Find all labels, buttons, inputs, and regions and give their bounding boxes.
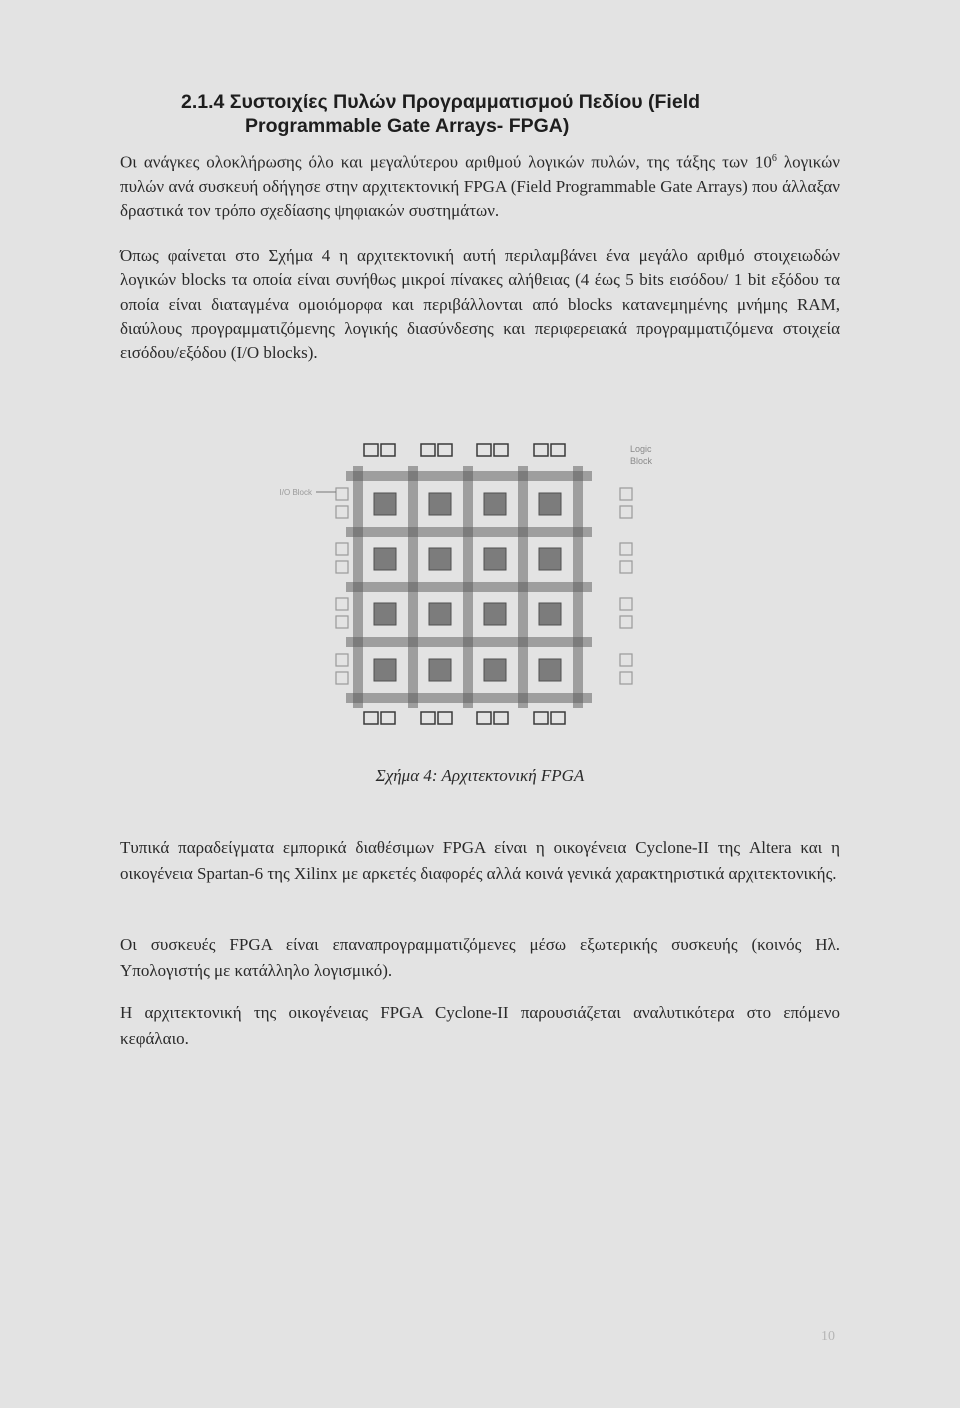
paragraph-intro-end: λογικών πυλών ανά συσκευή οδήγησε στην αρχιτεκτονική FPGA (Field Programmable Gate Arrays) που άλλαξαν δραστικά τον τρόπο σχεδίασης ψηφιακών συστημάτων. [120,152,840,221]
io-block [620,654,632,666]
io-block [620,543,632,555]
logic-block [484,548,506,570]
logic-block [374,548,396,570]
paragraph-examples: Τυπικά παραδείγματα εμπορικά διαθέσιμων FPGA είναι η οικογένεια Cyclone-II της Altera και η οικογένεια Spartan-6 της Xilinx με αρκετές διαφορές αλλά κοινά γενικά χαρακτηριστικά αρχιτεκτονικής. [120,838,840,883]
io-block [534,712,548,724]
paragraph-intro-start: Οι ανάγκες ολοκλήρωσης όλο και μεγαλύτερου αριθμού λογικών πυλών, της τάξης των 10 [120,152,772,172]
io-block [336,488,348,500]
section-heading-line2: Programmable Gate Arrays- FPGA) [245,115,570,137]
io-block [336,543,348,555]
io-block [381,444,395,456]
io-block [620,561,632,573]
io-block [336,616,348,628]
io-blocks [336,444,632,724]
paragraph-intro-exponent: 6 [771,153,777,164]
io-block [620,598,632,610]
io-block [381,712,395,724]
logic-block [374,493,396,515]
io-block [620,488,632,500]
fpga-architecture-diagram [250,436,690,736]
logic-block [429,659,451,681]
paragraph-architecture: Όπως φαίνεται στο Σχήμα 4 η αρχιτεκτονική αυτή περιλαμβάνει ένα μεγάλο αριθμό στοιχειωδών λογικών blocks τα οποία είναι συνήθως μικροί πίνακες αλήθειας (4 έως 5 bits εισόδου/ 1 bit εξόδου τα οποία είναι διαταγμένα ομοιόμορφα και περιβάλλονται από blocks κατανεμημένης μνήμης RAM, διαύλους προγραμματιζόμενης λογικής διασύνδεσης και περιφερειακά προγραμματιζόμενα στοιχεία εισόδου/εξόδου (I/O blocks). [120,246,840,363]
io-block [534,444,548,456]
io-block [551,712,565,724]
io-block [438,712,452,724]
logic-block [539,548,561,570]
logic-block [374,603,396,625]
io-block [494,444,508,456]
logic-block [484,603,506,625]
io-block [438,444,452,456]
logic-block [539,603,561,625]
logic-block [429,603,451,625]
io-block [364,444,378,456]
io-block [620,506,632,518]
logic-block-label [630,444,653,466]
io-block [551,444,565,456]
io-block [477,444,491,456]
io-block [336,598,348,610]
paragraph-reprogramming: Οι συσκευές FPGA είναι επαναπρογραμματιζόμενες μέσω εξωτερικής συσκευής (κοινός Ηλ. Υπολογιστής με κατάλληλο λογισμικό). [120,935,840,980]
logic-block [429,493,451,515]
logic-block [484,659,506,681]
io-block [364,712,378,724]
section-heading [181,90,841,138]
logic-block [539,659,561,681]
io-block [620,672,632,684]
section-heading-line1: 2.1.4 Συστοιχίες Πυλών Προγραμματισμού Πεδίου (Field [181,91,701,113]
io-block [336,561,348,573]
io-block [421,444,435,456]
logic-block [374,659,396,681]
logic-block [429,548,451,570]
io-block [494,712,508,724]
logic-block [484,493,506,515]
logic-block-label-line1: Logic [630,444,652,454]
io-block [477,712,491,724]
figure-caption: Σχήμα 4: Αρχιτεκτονική FPGA [375,766,585,785]
io-block [336,654,348,666]
io-block-label: I/O Block [279,488,312,497]
logic-block [539,493,561,515]
io-block [620,616,632,628]
paragraph-next-chapter: Η αρχιτεκτονική της οικογένειας FPGA Cyclone-II παρουσιάζεται αναλυτικότερα στο επόμενο κεφάλαιο. [120,1003,840,1048]
paragraph-intro [120,147,840,224]
io-block [336,506,348,518]
io-block [421,712,435,724]
page-number: 10 [821,1329,835,1344]
io-block [336,672,348,684]
logic-block-label-line2: Block [630,456,653,466]
